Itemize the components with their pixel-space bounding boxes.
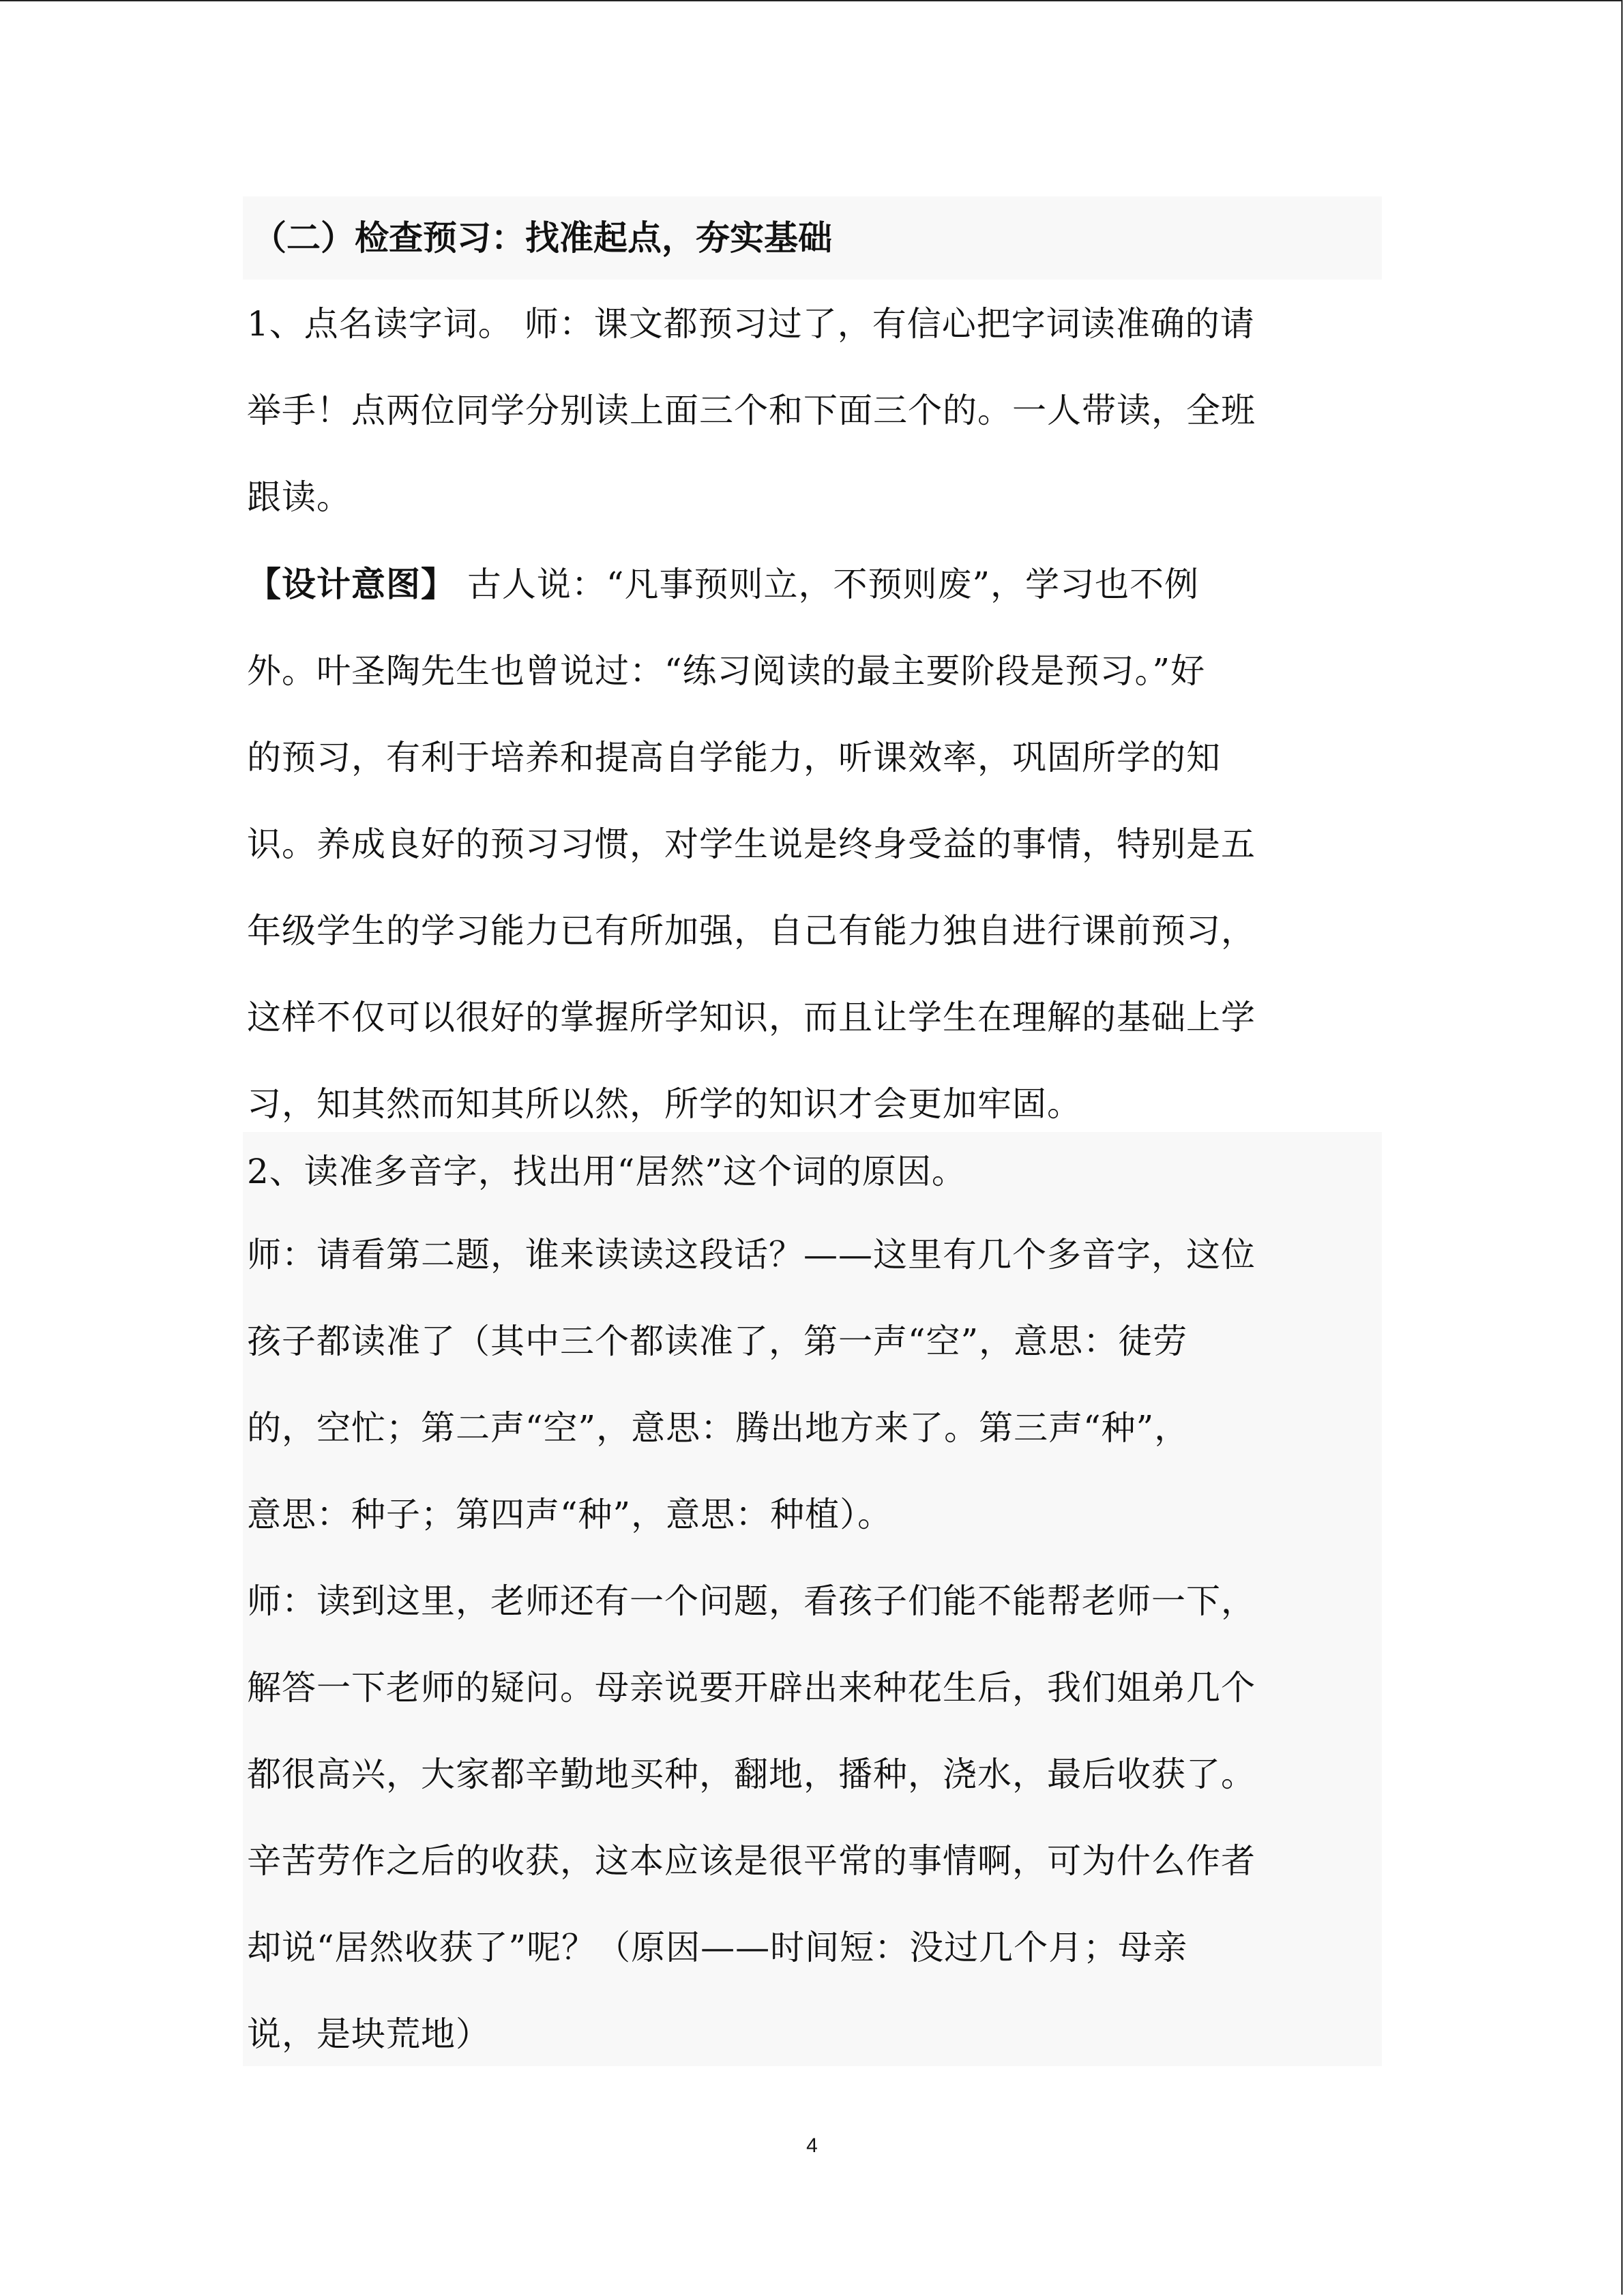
text-line: 说，是块荒地） xyxy=(247,2014,490,2054)
text-line: 习，知其然而知其所以然，所学的知识才会更加牢固。 xyxy=(247,1084,1082,1124)
text-line: 识。养成良好的预习习惯，对学生说是终身受益的事情，特别是五 xyxy=(247,824,1256,864)
text-line: 的，空忙；第二声“空”，意思：腾出地方来了。第三声“种”， xyxy=(247,1408,1190,1448)
section-heading-block xyxy=(243,196,1382,280)
text-line-content: 古人说：“凡事预则立，不预则废”，学习也不例 xyxy=(456,565,1200,604)
text-line: 外。叶圣陶先生也曾说过：“练习阅读的最主要阶段是预习。”好 xyxy=(247,651,1206,691)
paragraph-word-reading xyxy=(247,281,1379,541)
text-line: 师：读到这里，老师还有一个问题，看孩子们能不能帮老师一下， xyxy=(247,1581,1256,1621)
text-line xyxy=(247,541,1379,628)
polyphonic-section-block xyxy=(243,1132,1382,2066)
text-line: 的预习，有利于培养和提高自学能力，听课效率，巩固所学的知 xyxy=(247,738,1221,777)
page-number: 4 xyxy=(806,2134,818,2157)
text-line: 2、读准多音字，找出用“居然”这个词的原因。 xyxy=(247,1152,966,1191)
text-line: 举手！点两位同学分别读上面三个和下面三个的。一人带读，全班 xyxy=(247,391,1256,430)
text-line: 1、点名读字词。 师：课文都预习过了，有信心把字词读准确的请 xyxy=(247,304,1255,344)
text-line: 师：请看第二题，谁来读读这段话？——这里有几个多音字，这位 xyxy=(247,1235,1256,1274)
text-line: 却说“居然收获了”呢？（原因——时间短：没过几个月；母亲 xyxy=(247,1928,1188,1967)
paragraph-polyphonic xyxy=(247,1132,1379,2078)
section-heading: （二）检查预习：找准起点，夯实基础 xyxy=(252,218,832,258)
text-line: 都很高兴，大家都辛勤地买种，翻地，播种，浇水，最后收获了。 xyxy=(247,1755,1256,1794)
text-line: 年级学生的学习能力已有所加强，自己有能力独自进行课前预习， xyxy=(247,911,1256,951)
text-line: 孩子都读准了（其中三个都读准了，第一声“空”，意思：徒劳 xyxy=(247,1322,1188,1361)
text-line: 解答一下老师的疑问。母亲说要开辟出来种花生后，我们姐弟几个 xyxy=(247,1668,1256,1708)
paragraph-design-intent xyxy=(247,541,1379,1148)
design-intent-label: 【设计意图】 xyxy=(247,564,456,604)
text-line: 辛苦劳作之后的收获，这本应该是很平常的事情啊，可为什么作者 xyxy=(247,1841,1256,1881)
text-line: 跟读。 xyxy=(247,477,351,517)
text-line: 这样不仅可以很好的掌握所学知识，而且让学生在理解的基础上学 xyxy=(247,998,1256,1037)
text-line: 意思：种子；第四声“种”，意思：种植）。 xyxy=(247,1495,893,1534)
